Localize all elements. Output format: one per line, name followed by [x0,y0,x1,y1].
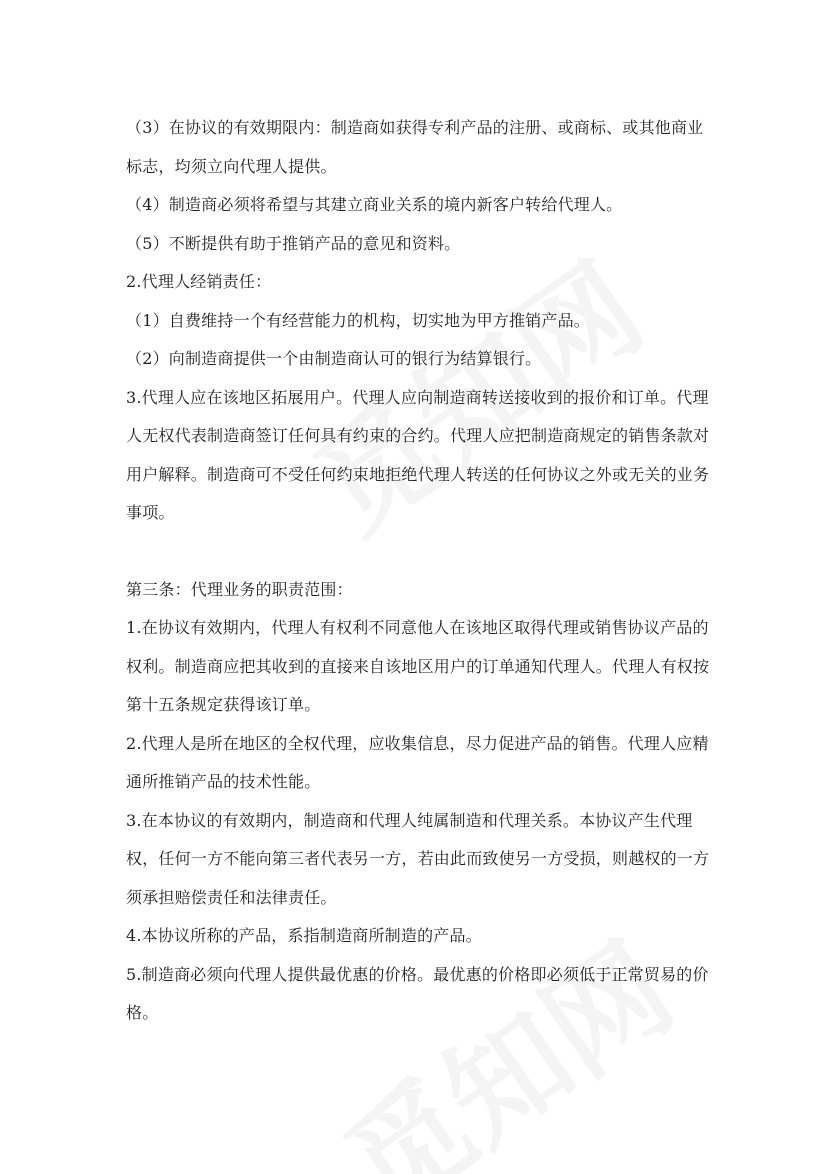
article-3-item-1: 1.在协议有效期内，代理人有权利不同意他人在该地区取得代理或销售协议产品的权利。制造商应把其收到的直接来自该地区用户的订单通知代理人。代理人有权按第十五条规定获得该订单。 [126,618,710,714]
agent-duty-3: 3.代理人应在该地区拓展用户。代理人应向制造商转送接收到的报价和订单。代理人无权代表制造商签订任何具有约束的合约。代理人应把制造商规定的销售条款对用户解释。制造商可不受任何约束地拒绝代理人转送的任何协议之外或无关的业务事项。 [126,387,710,522]
article-3-heading: 第三条：代理业务的职责范围： [126,579,353,599]
article-3-item-2: 2.代理人是所在地区的全权代理，应收集信息，尽力促进产品的销售。代理人应精通所推销产品的技术性能。 [126,733,709,791]
clause-2-item-5: （5）不断提供有助于推销产品的意见和资料。 [126,233,461,253]
blank-line [126,533,716,571]
clause-2-item-4: （4）制造商必须将希望与其建立商业关系的境内新客户转给代理人。 [126,195,623,214]
article-3-item-3: 3.在本协议的有效期内，制造商和代理人纯属制造和代理关系。本协议产生代理权，任何一方不能向第三者代表另一方，若由此而致使另一方受损，则越权的一方须承担赔偿责任和法律责任。 [126,810,710,907]
agent-duty-2: （2）向制造商提供一个由制造商认可的银行为结算银行。 [126,349,542,368]
clause-2-item-3: （3）在协议的有效期限内：制造商如获得专利产品的注册、或商标、或其他商业标志，均须立向代理人提供。 [126,118,704,176]
agent-duty-1: （1）自费维持一个有经营能力的机构，切实地为甲方推销产品。 [126,310,590,330]
document-body [126,109,716,1033]
article-3-item-5: 5.制造商必须向代理人提供最优惠的价格。最优惠的价格即必须低于正常贸易的价格。 [126,964,709,1022]
agent-duties-heading: 2.代理人经销责任： [126,272,272,291]
article-3-item-4: 4.本协议所称的产品，系指制造商所制造的产品。 [126,926,482,945]
